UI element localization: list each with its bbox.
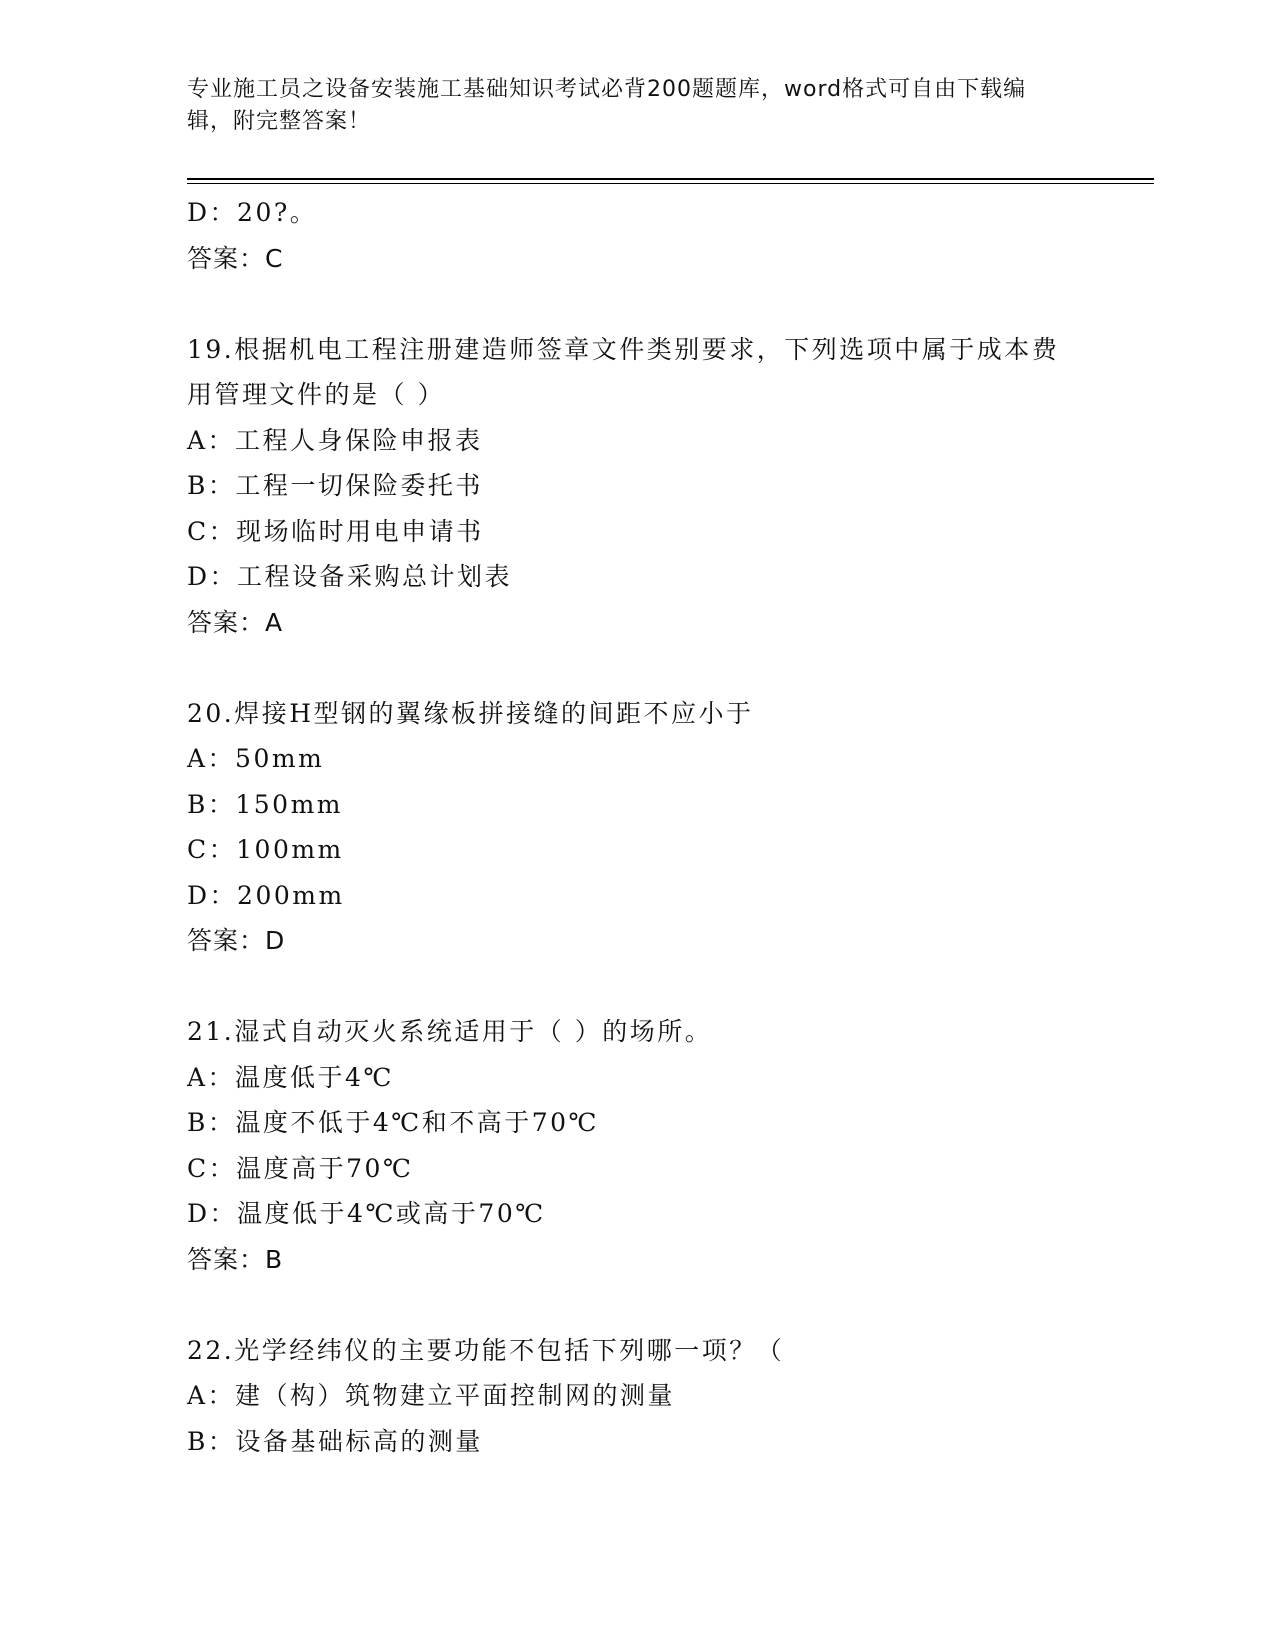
- answer: 答案：B: [187, 1244, 284, 1274]
- spacer: [187, 1282, 1087, 1328]
- question-19: [187, 327, 1087, 646]
- answer: 答案：D: [187, 926, 286, 955]
- page-header-title: 专业施工员之设备安装施工基础知识考试必背200题题库，word格式可自由下载编辑，附完整答案！: [187, 77, 1027, 134]
- option-c: C：100mm: [187, 835, 344, 864]
- question-list: [187, 190, 1087, 1464]
- spacer: [187, 645, 1087, 691]
- option-b: B：设备基础标高的测量: [187, 1426, 483, 1456]
- option-a: A：温度低于4℃: [187, 1062, 394, 1092]
- spacer: [187, 281, 1087, 327]
- option-c: C：现场临时用电申请书: [187, 516, 484, 546]
- option-c: C：温度高于70℃: [187, 1153, 414, 1183]
- header-divider-thick: [187, 178, 1154, 180]
- option-b: B：150mm: [187, 789, 344, 819]
- prev-option-d: D：20?。: [187, 198, 318, 227]
- question-stem: 19.根据机电工程注册建造师签章文件类别要求，下列选项中属于成本费用管理文件的是（ ）: [187, 334, 1060, 409]
- question-21: [187, 1009, 1087, 1282]
- option-a: A：建（构）筑物建立平面控制网的测量: [187, 1381, 676, 1410]
- option-d: D：工程设备采购总计划表: [187, 562, 513, 591]
- question-stem: 21.湿式自动灭火系统适用于（ ）的场所。: [187, 1017, 713, 1046]
- option-a: A：工程人身保险申报表: [187, 425, 483, 455]
- question-stem: 20.焊接H型钢的翼缘板拼接缝的间距不应小于: [187, 698, 754, 728]
- question-20: [187, 691, 1087, 964]
- answer: 答案：A: [187, 607, 284, 637]
- header-divider-thin: [187, 183, 1154, 184]
- prev-answer: 答案：C: [187, 243, 284, 273]
- option-d: D：200mm: [187, 880, 345, 910]
- option-d: D：温度低于4℃或高于70℃: [187, 1199, 546, 1228]
- option-b: B：温度不低于4℃和不高于70℃: [187, 1108, 600, 1137]
- question-22: [187, 1328, 1087, 1465]
- option-a: A：50mm: [187, 744, 325, 773]
- question-stem: 22.光学经纬仪的主要功能不包括下列哪一项？（: [187, 1335, 785, 1365]
- option-b: B：工程一切保险委托书: [187, 471, 483, 500]
- spacer: [187, 964, 1087, 1010]
